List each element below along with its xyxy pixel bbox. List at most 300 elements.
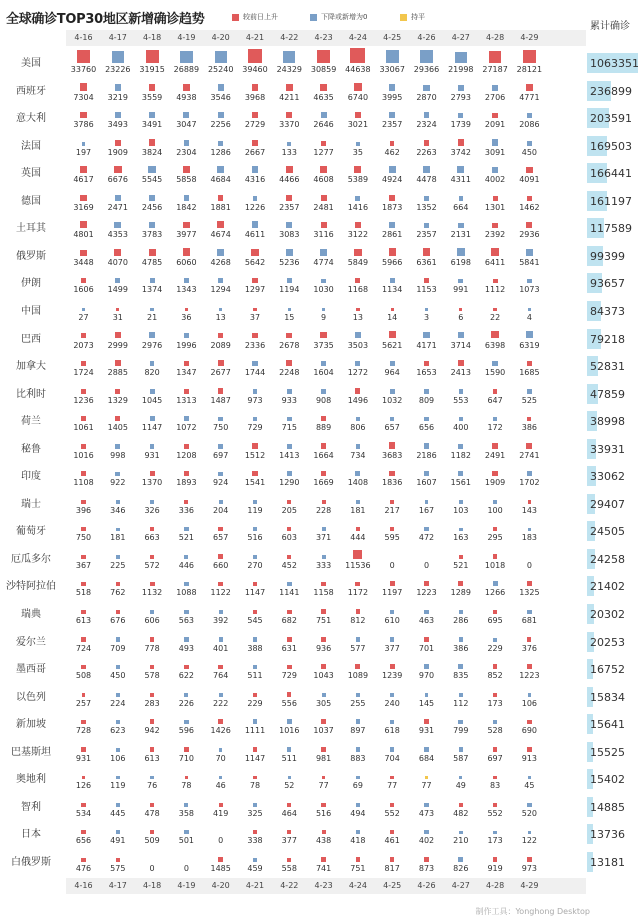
value-label: 613 bbox=[144, 753, 160, 763]
heat-square bbox=[287, 278, 292, 283]
heat-square bbox=[355, 278, 360, 283]
value-label: 183 bbox=[521, 533, 538, 543]
value-label: 508 bbox=[75, 671, 92, 681]
heat-square bbox=[287, 610, 291, 614]
heat-square bbox=[424, 637, 429, 642]
row-label: 巴西 bbox=[21, 333, 41, 345]
value-label: 44638 bbox=[345, 65, 371, 74]
total-value: 29407 bbox=[590, 497, 625, 511]
value-label: 2646 bbox=[313, 120, 334, 130]
total-value: 33062 bbox=[590, 470, 625, 484]
value-label: 4353 bbox=[107, 230, 128, 240]
heat-square bbox=[322, 308, 325, 311]
heat-square bbox=[184, 195, 189, 200]
value-label: 1416 bbox=[347, 202, 369, 212]
date-label-top-4-16: 4-16 bbox=[74, 33, 93, 42]
heat-square bbox=[150, 803, 154, 807]
heat-square bbox=[528, 831, 532, 835]
value-label: 27187 bbox=[482, 65, 508, 74]
legend-item-down bbox=[310, 12, 367, 22]
value-label: 1724 bbox=[73, 368, 94, 378]
value-label: 27 bbox=[78, 312, 89, 322]
value-label: 21 bbox=[147, 312, 158, 322]
heat-square bbox=[150, 637, 155, 642]
value-label: 558 bbox=[281, 863, 297, 873]
value-label: 1134 bbox=[382, 285, 403, 295]
heat-square bbox=[150, 389, 155, 394]
heat-square bbox=[322, 555, 326, 559]
heat-square bbox=[493, 389, 497, 393]
value-label: 778 bbox=[144, 643, 160, 653]
value-label: 0 bbox=[149, 863, 155, 873]
heat-square bbox=[386, 50, 399, 63]
heat-square bbox=[114, 249, 121, 256]
heat-square bbox=[217, 221, 224, 228]
value-label: 1541 bbox=[244, 478, 266, 488]
value-label: 6398 bbox=[484, 340, 506, 350]
row-label: 瑞典 bbox=[21, 609, 41, 620]
heat-square bbox=[321, 471, 326, 476]
heat-square bbox=[424, 417, 428, 421]
value-label: 3824 bbox=[141, 147, 163, 157]
value-label: 3491 bbox=[141, 120, 163, 130]
legend-label-flat: 持平 bbox=[411, 13, 425, 21]
heat-square bbox=[423, 332, 430, 339]
heat-square bbox=[115, 84, 121, 90]
total-value: 20302 bbox=[590, 608, 625, 621]
value-label: 255 bbox=[350, 698, 366, 708]
total-value: 15641 bbox=[590, 718, 625, 732]
heat-square bbox=[390, 141, 394, 145]
heat-square bbox=[390, 500, 394, 504]
heat-square bbox=[287, 417, 292, 422]
value-label: 1426 bbox=[210, 726, 231, 736]
value-label: 461 bbox=[384, 836, 400, 846]
heat-square bbox=[356, 637, 360, 641]
value-label: 462 bbox=[384, 147, 400, 157]
value-label: 338 bbox=[247, 836, 263, 846]
value-label: 1223 bbox=[416, 588, 437, 598]
heat-square bbox=[493, 693, 497, 697]
value-label: 24329 bbox=[276, 65, 303, 74]
value-label: 1685 bbox=[519, 368, 540, 378]
heat-square bbox=[390, 278, 395, 283]
heat-square bbox=[81, 858, 85, 862]
heat-square bbox=[424, 610, 428, 614]
row-label: 秘鲁 bbox=[21, 443, 41, 455]
heat-square bbox=[184, 278, 189, 283]
heat-square bbox=[425, 500, 429, 504]
heat-square bbox=[81, 416, 86, 421]
date-label-top-4-25: 4-25 bbox=[383, 33, 402, 42]
heat-square bbox=[80, 250, 86, 256]
heat-square bbox=[423, 166, 430, 173]
heat-square bbox=[185, 776, 189, 780]
heat-square bbox=[493, 664, 498, 669]
value-label: 2885 bbox=[107, 368, 128, 378]
heat-square bbox=[287, 444, 292, 449]
value-label: 6676 bbox=[107, 175, 128, 185]
heat-square bbox=[184, 416, 189, 421]
value-label: 4268 bbox=[210, 257, 231, 267]
heat-square bbox=[82, 308, 85, 311]
heat-square bbox=[526, 84, 533, 91]
value-label: 224 bbox=[110, 698, 126, 708]
heat-square bbox=[527, 113, 533, 119]
heat-square bbox=[425, 693, 429, 697]
value-label: 2131 bbox=[450, 230, 471, 240]
value-label: 991 bbox=[453, 285, 469, 295]
heat-square bbox=[356, 830, 360, 834]
value-label: 167 bbox=[418, 505, 435, 515]
heat-square bbox=[286, 112, 292, 118]
value-label: 656 bbox=[418, 423, 435, 433]
value-label: 1664 bbox=[313, 450, 334, 460]
value-label: 163 bbox=[453, 533, 469, 543]
heat-square bbox=[317, 50, 330, 63]
heat-square bbox=[218, 141, 223, 146]
heat-square bbox=[424, 719, 429, 724]
heat-square bbox=[149, 195, 155, 201]
heat-square bbox=[116, 582, 121, 587]
heat-square bbox=[493, 417, 497, 421]
heat-square bbox=[321, 222, 327, 228]
value-label: 106 bbox=[110, 753, 126, 763]
value-label: 2729 bbox=[244, 120, 266, 130]
heat-square bbox=[115, 444, 120, 449]
value-label: 1496 bbox=[347, 395, 369, 405]
heat-square bbox=[354, 249, 361, 256]
value-label: 973 bbox=[521, 863, 538, 873]
value-label: 459 bbox=[247, 863, 263, 873]
heat-square bbox=[253, 610, 257, 614]
date-label-bottom-4-20: 4-20 bbox=[211, 881, 230, 890]
value-label: 78 bbox=[181, 781, 192, 791]
value-label: 587 bbox=[453, 753, 469, 763]
value-label: 2357 bbox=[279, 202, 300, 212]
heat-square bbox=[219, 803, 223, 807]
heat-square bbox=[80, 166, 87, 173]
heat-square bbox=[493, 747, 497, 751]
heat-square bbox=[492, 223, 498, 229]
value-label: 270 bbox=[247, 560, 263, 570]
heat-square bbox=[424, 389, 429, 394]
value-label: 283 bbox=[144, 698, 160, 708]
date-label-bottom-4-25: 4-25 bbox=[383, 881, 402, 890]
heat-square bbox=[115, 389, 120, 394]
heat-square bbox=[150, 444, 155, 449]
value-label: 518 bbox=[75, 588, 92, 598]
heat-square bbox=[527, 857, 532, 862]
heat-square bbox=[286, 249, 293, 256]
value-label: 0 bbox=[389, 560, 395, 570]
heat-square bbox=[420, 50, 433, 63]
heat-square bbox=[184, 361, 189, 366]
value-label: 445 bbox=[110, 808, 126, 818]
date-label-bottom-4-29: 4-29 bbox=[520, 881, 539, 890]
heat-square bbox=[390, 693, 394, 697]
date-label-top-4-22: 4-22 bbox=[280, 33, 299, 42]
heat-square bbox=[252, 221, 259, 228]
value-label: 729 bbox=[247, 423, 263, 433]
value-label: 386 bbox=[521, 423, 538, 433]
heat-square bbox=[115, 140, 120, 145]
total-value: 169503 bbox=[590, 139, 632, 153]
value-label: 4311 bbox=[450, 175, 471, 185]
heat-square bbox=[252, 443, 257, 448]
heat-square bbox=[115, 332, 121, 338]
value-label: 556 bbox=[281, 698, 297, 708]
value-label: 1301 bbox=[484, 202, 506, 212]
value-label: 622 bbox=[178, 671, 195, 681]
value-label: 595 bbox=[384, 533, 400, 543]
value-label: 764 bbox=[213, 671, 229, 681]
value-label: 2091 bbox=[484, 120, 506, 130]
value-label: 13 bbox=[352, 312, 363, 322]
value-label: 217 bbox=[384, 505, 400, 515]
value-label: 5236 bbox=[279, 257, 300, 267]
heat-square bbox=[184, 720, 188, 724]
heat-square bbox=[355, 664, 360, 669]
value-label: 4316 bbox=[244, 175, 266, 185]
heat-square bbox=[356, 308, 359, 311]
heat-square bbox=[458, 581, 463, 586]
heat-square bbox=[81, 500, 85, 504]
value-label: 1147 bbox=[244, 753, 266, 763]
value-label: 2741 bbox=[519, 450, 540, 460]
heat-square bbox=[322, 776, 325, 779]
heat-square bbox=[184, 471, 189, 476]
value-label: 450 bbox=[521, 147, 538, 157]
heat-square bbox=[493, 279, 498, 284]
heat-square bbox=[527, 417, 531, 421]
value-label: 6411 bbox=[484, 257, 506, 267]
value-label: 5545 bbox=[141, 175, 163, 185]
heat-square bbox=[81, 803, 85, 807]
value-label: 438 bbox=[315, 836, 332, 846]
heat-square bbox=[149, 332, 155, 338]
heat-square bbox=[390, 417, 394, 421]
heat-square bbox=[492, 167, 499, 174]
value-label: 13 bbox=[215, 312, 226, 322]
value-label: 2481 bbox=[313, 202, 334, 212]
heat-square bbox=[458, 223, 464, 229]
value-label: 1208 bbox=[176, 450, 197, 460]
row-label: 瑞士 bbox=[21, 498, 41, 510]
date-label-top-4-24: 4-24 bbox=[348, 33, 367, 42]
value-label: 631 bbox=[281, 643, 297, 653]
value-label: 852 bbox=[487, 671, 503, 681]
heat-square bbox=[459, 389, 463, 393]
heat-square bbox=[150, 361, 155, 366]
value-label: 553 bbox=[453, 395, 469, 405]
heat-square bbox=[184, 444, 189, 449]
heat-square bbox=[458, 279, 463, 284]
heat-square bbox=[355, 196, 360, 201]
heat-square bbox=[287, 500, 291, 504]
value-label: 1842 bbox=[176, 202, 197, 212]
row-label: 新加坡 bbox=[16, 719, 46, 731]
value-label: 1893 bbox=[176, 478, 197, 488]
value-label: 1272 bbox=[347, 368, 369, 378]
value-label: 826 bbox=[453, 863, 469, 873]
heat-square bbox=[528, 693, 532, 697]
heat-square bbox=[424, 581, 429, 586]
heat-square bbox=[81, 610, 85, 614]
value-label: 552 bbox=[487, 808, 503, 818]
value-label: 4635 bbox=[313, 92, 334, 102]
heat-square bbox=[389, 248, 396, 255]
value-label: 1111 bbox=[244, 726, 266, 736]
heat-square bbox=[321, 389, 326, 394]
heat-square bbox=[320, 249, 327, 256]
row-label: 以色列 bbox=[16, 691, 46, 703]
heat-square bbox=[287, 665, 292, 670]
heat-square bbox=[390, 720, 394, 724]
value-label: 1499 bbox=[107, 285, 128, 295]
value-label: 799 bbox=[453, 726, 469, 736]
heat-square bbox=[390, 637, 394, 641]
heat-square bbox=[459, 528, 463, 532]
date-label-top-4-18: 4-18 bbox=[143, 33, 162, 42]
value-label: 873 bbox=[418, 863, 435, 873]
heat-square bbox=[183, 222, 190, 229]
value-label: 734 bbox=[350, 450, 366, 460]
heat-square bbox=[219, 610, 223, 614]
heat-square bbox=[150, 776, 153, 779]
row-label: 墨西哥 bbox=[16, 664, 46, 676]
heat-square bbox=[287, 555, 291, 559]
value-label: 3786 bbox=[73, 120, 94, 130]
value-label: 1405 bbox=[107, 423, 128, 433]
value-label: 724 bbox=[75, 643, 92, 653]
value-label: 402 bbox=[418, 836, 435, 846]
heat-square bbox=[115, 195, 121, 201]
value-label: 751 bbox=[350, 863, 366, 873]
value-label: 1512 bbox=[244, 450, 266, 460]
value-label: 1153 bbox=[416, 285, 437, 295]
value-label: 222 bbox=[213, 698, 229, 708]
value-label: 663 bbox=[144, 533, 160, 543]
value-label: 2677 bbox=[210, 368, 231, 378]
heat-square bbox=[253, 308, 256, 311]
value-label: 1239 bbox=[382, 671, 403, 681]
heat-square bbox=[112, 51, 124, 63]
value-label: 578 bbox=[144, 671, 160, 681]
heat-square bbox=[389, 331, 396, 338]
value-label: 1236 bbox=[73, 395, 94, 405]
value-label: 4924 bbox=[382, 175, 403, 185]
value-label: 998 bbox=[110, 450, 126, 460]
value-label: 0 bbox=[183, 863, 189, 873]
value-label: 3448 bbox=[73, 257, 94, 267]
value-label: 709 bbox=[110, 643, 126, 653]
heat-square bbox=[218, 112, 224, 118]
heat-square bbox=[355, 582, 360, 587]
heat-square bbox=[115, 360, 121, 366]
heat-square bbox=[183, 84, 190, 91]
heat-square bbox=[459, 500, 463, 504]
heat-square bbox=[252, 140, 258, 146]
value-label: 618 bbox=[384, 726, 400, 736]
heat-square bbox=[492, 361, 497, 366]
heat-square bbox=[114, 166, 122, 174]
value-label: 603 bbox=[281, 533, 297, 543]
value-label: 77 bbox=[421, 781, 432, 791]
heat-square bbox=[253, 858, 257, 862]
value-label: 1061 bbox=[73, 423, 94, 433]
value-label: 1226 bbox=[244, 202, 266, 212]
value-label: 1072 bbox=[176, 423, 197, 433]
heat-square bbox=[185, 308, 188, 311]
value-label: 762 bbox=[110, 588, 126, 598]
heat-square bbox=[184, 803, 188, 807]
heat-square bbox=[527, 581, 532, 586]
value-label: 226 bbox=[178, 698, 195, 708]
value-label: 3122 bbox=[347, 230, 369, 240]
value-label: 473 bbox=[418, 808, 435, 818]
value-label: 392 bbox=[213, 616, 229, 625]
heat-square bbox=[527, 610, 531, 614]
value-label: 3714 bbox=[450, 340, 471, 350]
heat-square bbox=[389, 471, 394, 476]
value-label: 52 bbox=[284, 781, 295, 791]
heat-square bbox=[356, 747, 361, 752]
heat-square bbox=[150, 582, 155, 587]
value-label: 521 bbox=[453, 560, 469, 570]
heat-square bbox=[184, 527, 188, 531]
heat-square bbox=[425, 776, 428, 779]
heat-square bbox=[389, 84, 396, 91]
value-label: 3995 bbox=[382, 92, 403, 102]
value-label: 913 bbox=[521, 753, 538, 763]
value-label: 812 bbox=[350, 616, 366, 625]
heat-square bbox=[287, 747, 291, 751]
heat-square bbox=[493, 638, 497, 642]
value-label: 1158 bbox=[313, 588, 334, 598]
heat-square bbox=[116, 308, 119, 311]
heat-square bbox=[150, 555, 154, 559]
value-label: 197 bbox=[75, 147, 92, 157]
value-label: 336 bbox=[178, 505, 195, 515]
value-label: 3493 bbox=[107, 120, 128, 130]
value-label: 1277 bbox=[313, 147, 334, 157]
heat-square bbox=[287, 858, 291, 862]
heat-square bbox=[81, 637, 86, 642]
heat-square bbox=[184, 830, 188, 834]
value-label: 1462 bbox=[519, 202, 540, 212]
heat-square bbox=[252, 166, 259, 173]
value-label: 2667 bbox=[244, 147, 266, 157]
heat-square bbox=[253, 389, 258, 394]
value-label: 2491 bbox=[484, 450, 506, 460]
heat-square bbox=[322, 527, 326, 531]
value-label: 2706 bbox=[484, 92, 506, 102]
value-label: 516 bbox=[315, 808, 332, 818]
value-label: 3047 bbox=[176, 120, 197, 130]
heat-square bbox=[253, 830, 257, 834]
value-label: 1122 bbox=[210, 588, 231, 598]
value-label: 4684 bbox=[210, 175, 231, 185]
heat-square bbox=[219, 637, 223, 641]
value-label: 964 bbox=[384, 368, 400, 378]
heat-square bbox=[389, 166, 396, 173]
heat-square bbox=[116, 637, 121, 642]
heat-square bbox=[287, 830, 291, 834]
heat-square bbox=[184, 333, 190, 339]
total-value: 15402 bbox=[590, 773, 625, 787]
value-label: 1881 bbox=[210, 202, 231, 212]
